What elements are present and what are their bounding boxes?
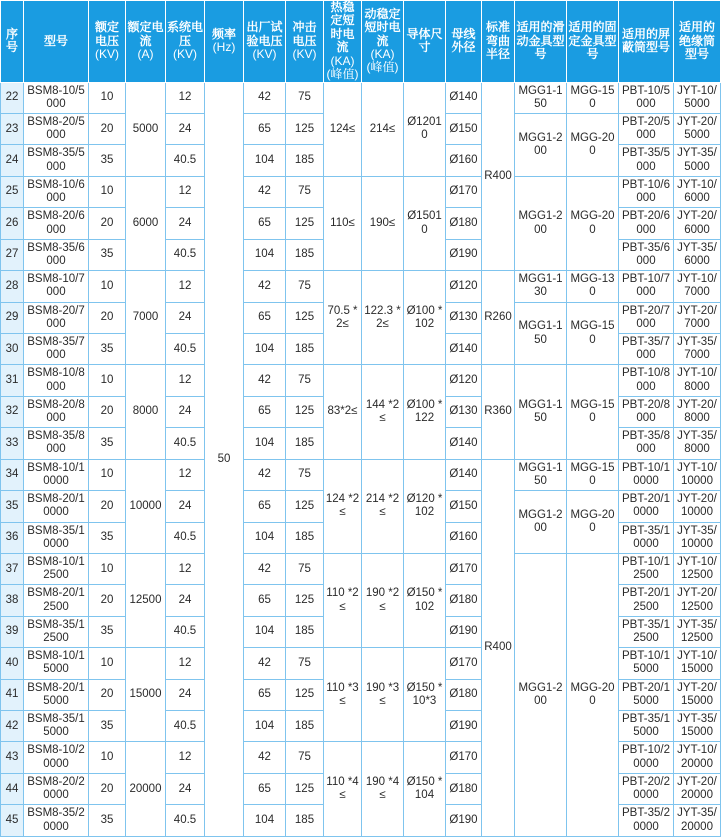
impulse-voltage-cell: 125 — [286, 679, 324, 710]
dynamic-current-cell: 190 *2≤ — [362, 553, 404, 647]
rated-voltage-cell: 20 — [89, 585, 126, 616]
insulation-tube-cell: JYT-10/20000 — [674, 742, 721, 773]
impulse-voltage-cell: 125 — [286, 302, 324, 333]
header-insulation-tube: 适用的绝缘筒型号 — [674, 1, 721, 83]
busbar-diameter-cell: Ø190 — [446, 711, 482, 742]
table-row — [1, 82, 721, 113]
shield-tube-cell: PBT-20/8000 — [619, 396, 674, 427]
bend-radius-cell: R360 — [482, 365, 515, 459]
system-voltage-cell: 12 — [166, 553, 205, 584]
system-voltage-cell: 12 — [166, 176, 205, 207]
row-number: 26 — [1, 208, 24, 239]
system-voltage-cell: 12 — [166, 459, 205, 490]
shield-tube-cell: PBT-20/7000 — [619, 302, 674, 333]
impulse-voltage-cell: 185 — [286, 145, 324, 176]
rated-voltage-cell: 35 — [89, 239, 126, 270]
system-voltage-cell: 40.5 — [166, 239, 205, 270]
header-fixed-fitting: 适用的固定金具型号 — [567, 1, 619, 83]
system-voltage-cell: 24 — [166, 396, 205, 427]
bend-radius-cell: R400 — [482, 459, 515, 836]
impulse-voltage-cell: 125 — [286, 208, 324, 239]
shield-tube-cell: PBT-10/8000 — [619, 365, 674, 396]
fixed-fitting-cell: MGG-130 — [567, 271, 619, 302]
busbar-diameter-cell: Ø170 — [446, 742, 482, 773]
row-number: 42 — [1, 711, 24, 742]
rated-voltage-cell: 10 — [89, 553, 126, 584]
rated-voltage-cell: 35 — [89, 145, 126, 176]
row-number: 31 — [1, 365, 24, 396]
busbar-diameter-cell: Ø140 — [446, 459, 482, 490]
insulation-tube-cell: JYT-20/20000 — [674, 773, 721, 804]
row-number: 28 — [1, 271, 24, 302]
sliding-fitting-cell: MGG1-150 — [515, 459, 567, 490]
model-cell: BSM8-35/10000 — [24, 522, 89, 553]
shield-tube-cell: PBT-10/6000 — [619, 176, 674, 207]
row-number: 25 — [1, 176, 24, 207]
header-test-voltage: 出厂试验电压 (KV) — [244, 1, 286, 83]
row-number: 45 — [1, 805, 24, 837]
shield-tube-cell: PBT-10/12500 — [619, 553, 674, 584]
shield-tube-cell: PBT-35/10000 — [619, 522, 674, 553]
header-conductor-size: 导体尺寸 — [404, 1, 446, 83]
busbar-diameter-cell: Ø190 — [446, 616, 482, 647]
model-cell: BSM8-20/10000 — [24, 491, 89, 522]
system-voltage-cell: 24 — [166, 679, 205, 710]
rated-current-cell: 20000 — [126, 742, 166, 837]
conductor-size-cell: Ø12010 — [404, 82, 446, 176]
busbar-diameter-cell: Ø160 — [446, 522, 482, 553]
insulation-tube-cell: JYT-20/8000 — [674, 396, 721, 427]
conductor-size-cell: Ø15010 — [404, 176, 446, 270]
insulation-tube-cell: JYT-20/6000 — [674, 208, 721, 239]
model-cell: BSM8-35/6000 — [24, 239, 89, 270]
row-number: 36 — [1, 522, 24, 553]
busbar-diameter-cell: Ø150 — [446, 114, 482, 145]
rated-voltage-cell: 20 — [89, 208, 126, 239]
table-row — [1, 271, 721, 302]
model-cell: BSM8-10/10000 — [24, 459, 89, 490]
shield-tube-cell: PBT-20/10000 — [619, 491, 674, 522]
model-cell: BSM8-10/6000 — [24, 176, 89, 207]
model-cell: BSM8-35/15000 — [24, 711, 89, 742]
fixed-fitting-cell: MGG-200 — [567, 114, 619, 177]
header-model: 型号 — [24, 1, 89, 83]
insulation-tube-cell: JYT-10/5000 — [674, 82, 721, 113]
shield-tube-cell: PBT-10/20000 — [619, 742, 674, 773]
header-rated-current: 额定电流 (A) — [126, 1, 166, 83]
insulation-tube-cell: JYT-20/15000 — [674, 679, 721, 710]
dynamic-current-cell: 122.3 *2≤ — [362, 271, 404, 365]
busbar-diameter-cell: Ø170 — [446, 176, 482, 207]
system-voltage-cell: 24 — [166, 773, 205, 804]
model-cell: BSM8-20/12500 — [24, 585, 89, 616]
busbar-diameter-cell: Ø150 — [446, 491, 482, 522]
insulation-tube-cell: JYT-35/6000 — [674, 239, 721, 270]
impulse-voltage-cell: 125 — [286, 396, 324, 427]
header-system-voltage: 系统电压 (KV) — [166, 1, 205, 83]
insulation-tube-cell: JYT-35/15000 — [674, 711, 721, 742]
insulation-tube-cell: JYT-35/12500 — [674, 616, 721, 647]
busbar-diameter-cell: Ø160 — [446, 145, 482, 176]
dynamic-current-cell: 214≤ — [362, 82, 404, 176]
impulse-voltage-cell: 185 — [286, 428, 324, 459]
test-voltage-cell: 65 — [244, 302, 286, 333]
rated-voltage-cell: 35 — [89, 334, 126, 365]
insulation-tube-cell: JYT-20/7000 — [674, 302, 721, 333]
row-number: 24 — [1, 145, 24, 176]
thermal-current-cell: 83*2≤ — [324, 365, 362, 459]
impulse-voltage-cell: 125 — [286, 491, 324, 522]
model-cell: BSM8-35/5000 — [24, 145, 89, 176]
impulse-voltage-cell: 125 — [286, 585, 324, 616]
system-voltage-cell: 12 — [166, 271, 205, 302]
impulse-voltage-cell: 185 — [286, 334, 324, 365]
busbar-diameter-cell: Ø170 — [446, 553, 482, 584]
table-row — [1, 365, 721, 396]
dynamic-current-cell: 214 *2≤ — [362, 459, 404, 553]
test-voltage-cell: 65 — [244, 491, 286, 522]
fixed-fitting-cell: MGG-150 — [567, 365, 619, 459]
rated-voltage-cell: 20 — [89, 679, 126, 710]
row-number: 43 — [1, 742, 24, 773]
test-voltage-cell: 42 — [244, 176, 286, 207]
impulse-voltage-cell: 185 — [286, 805, 324, 837]
impulse-voltage-cell: 75 — [286, 553, 324, 584]
busbar-diameter-cell: Ø120 — [446, 271, 482, 302]
fixed-fitting-cell: MGG-200 — [567, 491, 619, 554]
rated-current-cell: 15000 — [126, 648, 166, 742]
sliding-fitting-cell: MGG1-200 — [515, 491, 567, 554]
header-sliding-fitting: 适用的滑动金具型号 — [515, 1, 567, 83]
impulse-voltage-cell: 185 — [286, 522, 324, 553]
rated-current-cell: 12500 — [126, 553, 166, 647]
row-number: 37 — [1, 553, 24, 584]
busbar-diameter-cell: Ø140 — [446, 334, 482, 365]
test-voltage-cell: 65 — [244, 208, 286, 239]
model-cell: BSM8-20/7000 — [24, 302, 89, 333]
header-bend-radius: 标准弯曲半径 — [482, 1, 515, 83]
system-voltage-cell: 24 — [166, 114, 205, 145]
rated-current-cell: 5000 — [126, 82, 166, 176]
system-voltage-cell: 24 — [166, 585, 205, 616]
row-number: 29 — [1, 302, 24, 333]
thermal-current-cell: 110 *2≤ — [324, 553, 362, 647]
fixed-fitting-cell: MGG-200 — [567, 176, 619, 270]
insulation-tube-cell: JYT-35/5000 — [674, 145, 721, 176]
insulation-tube-cell: JYT-20/10000 — [674, 491, 721, 522]
system-voltage-cell: 40.5 — [166, 616, 205, 647]
row-number: 35 — [1, 491, 24, 522]
row-number: 32 — [1, 396, 24, 427]
model-cell: BSM8-20/5000 — [24, 114, 89, 145]
impulse-voltage-cell: 75 — [286, 648, 324, 679]
test-voltage-cell: 42 — [244, 553, 286, 584]
test-voltage-cell: 65 — [244, 679, 286, 710]
busbar-diameter-cell: Ø180 — [446, 679, 482, 710]
impulse-voltage-cell: 75 — [286, 365, 324, 396]
rated-voltage-cell: 10 — [89, 459, 126, 490]
busbar-diameter-cell: Ø120 — [446, 365, 482, 396]
system-voltage-cell: 40.5 — [166, 334, 205, 365]
test-voltage-cell: 42 — [244, 271, 286, 302]
model-cell: BSM8-10/15000 — [24, 648, 89, 679]
header-row — [1, 1, 721, 83]
shield-tube-cell: PBT-20/20000 — [619, 773, 674, 804]
test-voltage-cell: 42 — [244, 648, 286, 679]
busbar-diameter-cell: Ø190 — [446, 805, 482, 837]
shield-tube-cell: PBT-20/5000 — [619, 114, 674, 145]
row-number: 27 — [1, 239, 24, 270]
row-number: 23 — [1, 114, 24, 145]
insulation-tube-cell: JYT-20/5000 — [674, 114, 721, 145]
conductor-size-cell: Ø150 *104 — [404, 742, 446, 837]
shield-tube-cell: PBT-20/6000 — [619, 208, 674, 239]
header-frequency: 频率 (Hz) — [205, 1, 244, 83]
sliding-fitting-cell: MGG1-200 — [515, 553, 567, 836]
conductor-size-cell: Ø100 *102 — [404, 271, 446, 365]
impulse-voltage-cell: 185 — [286, 616, 324, 647]
shield-tube-cell: PBT-35/7000 — [619, 334, 674, 365]
row-number: 33 — [1, 428, 24, 459]
busbar-diameter-cell: Ø180 — [446, 585, 482, 616]
thermal-current-cell: 110 *3≤ — [324, 648, 362, 742]
row-number: 30 — [1, 334, 24, 365]
busbar-diameter-cell: Ø130 — [446, 396, 482, 427]
busbar-diameter-cell: Ø140 — [446, 82, 482, 113]
sliding-fitting-cell: MGG1-130 — [515, 271, 567, 302]
sliding-fitting-cell: MGG1-150 — [515, 302, 567, 365]
busbar-diameter-cell: Ø190 — [446, 239, 482, 270]
insulation-tube-cell: JYT-20/12500 — [674, 585, 721, 616]
conductor-size-cell: Ø100 *122 — [404, 365, 446, 459]
fixed-fitting-cell: MGG-150 — [567, 459, 619, 490]
system-voltage-cell: 40.5 — [166, 805, 205, 837]
shield-tube-cell: PBT-10/7000 — [619, 271, 674, 302]
header-busbar-diameter: 母线外径 — [446, 1, 482, 83]
test-voltage-cell: 65 — [244, 114, 286, 145]
model-cell: BSM8-10/20000 — [24, 742, 89, 773]
system-voltage-cell: 24 — [166, 491, 205, 522]
shield-tube-cell: PBT-35/8000 — [619, 428, 674, 459]
fixed-fitting-cell: MGG-150 — [567, 302, 619, 365]
impulse-voltage-cell: 125 — [286, 773, 324, 804]
sliding-fitting-cell: MGG1-200 — [515, 114, 567, 177]
dynamic-current-cell: 190 *3≤ — [362, 648, 404, 742]
model-cell: BSM8-35/12500 — [24, 616, 89, 647]
rated-current-cell: 6000 — [126, 176, 166, 270]
test-voltage-cell: 104 — [244, 334, 286, 365]
insulation-tube-cell: JYT-35/20000 — [674, 805, 721, 837]
insulation-tube-cell: JYT-10/8000 — [674, 365, 721, 396]
busbar-diameter-cell: Ø180 — [446, 773, 482, 804]
test-voltage-cell: 104 — [244, 428, 286, 459]
insulation-tube-cell: JYT-10/6000 — [674, 176, 721, 207]
model-cell: BSM8-10/5000 — [24, 82, 89, 113]
model-cell: BSM8-20/15000 — [24, 679, 89, 710]
bend-radius-cell: R400 — [482, 82, 515, 271]
rated-current-cell: 7000 — [126, 271, 166, 365]
rated-voltage-cell: 35 — [89, 616, 126, 647]
row-number: 22 — [1, 82, 24, 113]
sliding-fitting-cell: MGG1-200 — [515, 176, 567, 270]
test-voltage-cell: 65 — [244, 773, 286, 804]
header-rated-voltage: 额定电压 (KV) — [89, 1, 126, 83]
shield-tube-cell: PBT-20/15000 — [619, 679, 674, 710]
row-number: 40 — [1, 648, 24, 679]
system-voltage-cell: 24 — [166, 208, 205, 239]
impulse-voltage-cell: 75 — [286, 176, 324, 207]
test-voltage-cell: 65 — [244, 585, 286, 616]
system-voltage-cell: 40.5 — [166, 711, 205, 742]
model-cell: BSM8-20/6000 — [24, 208, 89, 239]
table-row — [1, 459, 721, 490]
impulse-voltage-cell: 75 — [286, 742, 324, 773]
rated-voltage-cell: 35 — [89, 428, 126, 459]
conductor-size-cell: Ø120 *102 — [404, 459, 446, 553]
thermal-current-cell: 124 *2≤ — [324, 459, 362, 553]
thermal-current-cell: 124≤ — [324, 82, 362, 176]
impulse-voltage-cell: 75 — [286, 82, 324, 113]
shield-tube-cell: PBT-10/15000 — [619, 648, 674, 679]
insulation-tube-cell: JYT-35/8000 — [674, 428, 721, 459]
rated-voltage-cell: 10 — [89, 176, 126, 207]
impulse-voltage-cell: 185 — [286, 711, 324, 742]
impulse-voltage-cell: 75 — [286, 271, 324, 302]
thermal-current-cell: 110 *4≤ — [324, 742, 362, 837]
shield-tube-cell: PBT-35/20000 — [619, 805, 674, 837]
model-cell: BSM8-35/20000 — [24, 805, 89, 837]
system-voltage-cell: 12 — [166, 742, 205, 773]
model-cell: BSM8-35/7000 — [24, 334, 89, 365]
insulation-tube-cell: JYT-10/12500 — [674, 553, 721, 584]
system-voltage-cell: 12 — [166, 365, 205, 396]
thermal-current-cell: 110≤ — [324, 176, 362, 270]
sliding-fitting-cell: MGG1-150 — [515, 365, 567, 459]
shield-tube-cell: PBT-35/6000 — [619, 239, 674, 270]
header-impulse-voltage: 冲击电压 (KV) — [286, 1, 324, 83]
system-voltage-cell: 12 — [166, 82, 205, 113]
rated-voltage-cell: 10 — [89, 82, 126, 113]
header-thermal-current: 热稳定短时电流 (KA)(峰值) — [324, 1, 362, 83]
conductor-size-cell: Ø150 *10*3 — [404, 648, 446, 742]
test-voltage-cell: 42 — [244, 82, 286, 113]
row-number: 38 — [1, 585, 24, 616]
busbar-diameter-cell: Ø140 — [446, 428, 482, 459]
rated-voltage-cell: 10 — [89, 742, 126, 773]
test-voltage-cell: 104 — [244, 711, 286, 742]
rated-current-cell: 8000 — [126, 365, 166, 459]
rated-voltage-cell: 10 — [89, 271, 126, 302]
insulation-tube-cell: JYT-10/7000 — [674, 271, 721, 302]
fixed-fitting-cell: MGG-150 — [567, 82, 619, 113]
test-voltage-cell: 104 — [244, 522, 286, 553]
shield-tube-cell: PBT-10/5000 — [619, 82, 674, 113]
thermal-current-cell: 70.5 *2≤ — [324, 271, 362, 365]
test-voltage-cell: 65 — [244, 396, 286, 427]
impulse-voltage-cell: 185 — [286, 239, 324, 270]
test-voltage-cell: 104 — [244, 145, 286, 176]
rated-voltage-cell: 20 — [89, 302, 126, 333]
test-voltage-cell: 42 — [244, 742, 286, 773]
header-dynamic-current: 动稳定短时电流 (KA)(峰值) — [362, 1, 404, 83]
insulation-tube-cell: JYT-35/7000 — [674, 334, 721, 365]
table-body — [1, 82, 721, 836]
row-number: 34 — [1, 459, 24, 490]
busbar-diameter-cell: Ø170 — [446, 648, 482, 679]
sliding-fitting-cell: MGG1-150 — [515, 82, 567, 113]
insulation-tube-cell: JYT-10/15000 — [674, 648, 721, 679]
row-number: 41 — [1, 679, 24, 710]
rated-voltage-cell: 35 — [89, 522, 126, 553]
impulse-voltage-cell: 75 — [286, 459, 324, 490]
insulation-tube-cell: JYT-35/10000 — [674, 522, 721, 553]
bend-radius-cell: R260 — [482, 271, 515, 365]
model-cell: BSM8-10/8000 — [24, 365, 89, 396]
dynamic-current-cell: 190≤ — [362, 176, 404, 270]
system-voltage-cell: 12 — [166, 648, 205, 679]
rated-voltage-cell: 35 — [89, 805, 126, 837]
fixed-fitting-cell: MGG-200 — [567, 553, 619, 836]
rated-voltage-cell: 35 — [89, 711, 126, 742]
busbar-diameter-cell: Ø180 — [446, 208, 482, 239]
table-row — [1, 176, 721, 207]
row-number: 39 — [1, 616, 24, 647]
test-voltage-cell: 104 — [244, 239, 286, 270]
shield-tube-cell: PBT-35/12500 — [619, 616, 674, 647]
model-cell: BSM8-20/8000 — [24, 396, 89, 427]
dynamic-current-cell: 144 *2≤ — [362, 365, 404, 459]
rated-voltage-cell: 20 — [89, 491, 126, 522]
model-cell: BSM8-20/20000 — [24, 773, 89, 804]
test-voltage-cell: 104 — [244, 616, 286, 647]
shield-tube-cell: PBT-35/5000 — [619, 145, 674, 176]
system-voltage-cell: 24 — [166, 302, 205, 333]
impulse-voltage-cell: 125 — [286, 114, 324, 145]
rated-voltage-cell: 10 — [89, 648, 126, 679]
shield-tube-cell: PBT-20/12500 — [619, 585, 674, 616]
test-voltage-cell: 42 — [244, 459, 286, 490]
busbar-diameter-cell: Ø130 — [446, 302, 482, 333]
rated-current-cell: 10000 — [126, 459, 166, 553]
model-cell: BSM8-10/7000 — [24, 271, 89, 302]
rated-voltage-cell: 20 — [89, 773, 126, 804]
test-voltage-cell: 42 — [244, 365, 286, 396]
rated-voltage-cell: 20 — [89, 114, 126, 145]
model-cell: BSM8-35/8000 — [24, 428, 89, 459]
shield-tube-cell: PBT-10/10000 — [619, 459, 674, 490]
header-shield-tube: 适用的屏蔽筒型号 — [619, 1, 674, 83]
model-cell: BSM8-10/12500 — [24, 553, 89, 584]
header-no: 序号 — [1, 1, 24, 83]
conductor-size-cell: Ø150 *102 — [404, 553, 446, 647]
system-voltage-cell: 40.5 — [166, 428, 205, 459]
frequency-cell: 50 — [205, 82, 244, 836]
insulation-tube-cell: JYT-10/10000 — [674, 459, 721, 490]
system-voltage-cell: 40.5 — [166, 145, 205, 176]
test-voltage-cell: 104 — [244, 805, 286, 837]
table-row — [1, 553, 721, 584]
row-number: 44 — [1, 773, 24, 804]
rated-voltage-cell: 20 — [89, 396, 126, 427]
system-voltage-cell: 40.5 — [166, 522, 205, 553]
dynamic-current-cell: 190 *4≤ — [362, 742, 404, 837]
rated-voltage-cell: 10 — [89, 365, 126, 396]
shield-tube-cell: PBT-35/15000 — [619, 711, 674, 742]
